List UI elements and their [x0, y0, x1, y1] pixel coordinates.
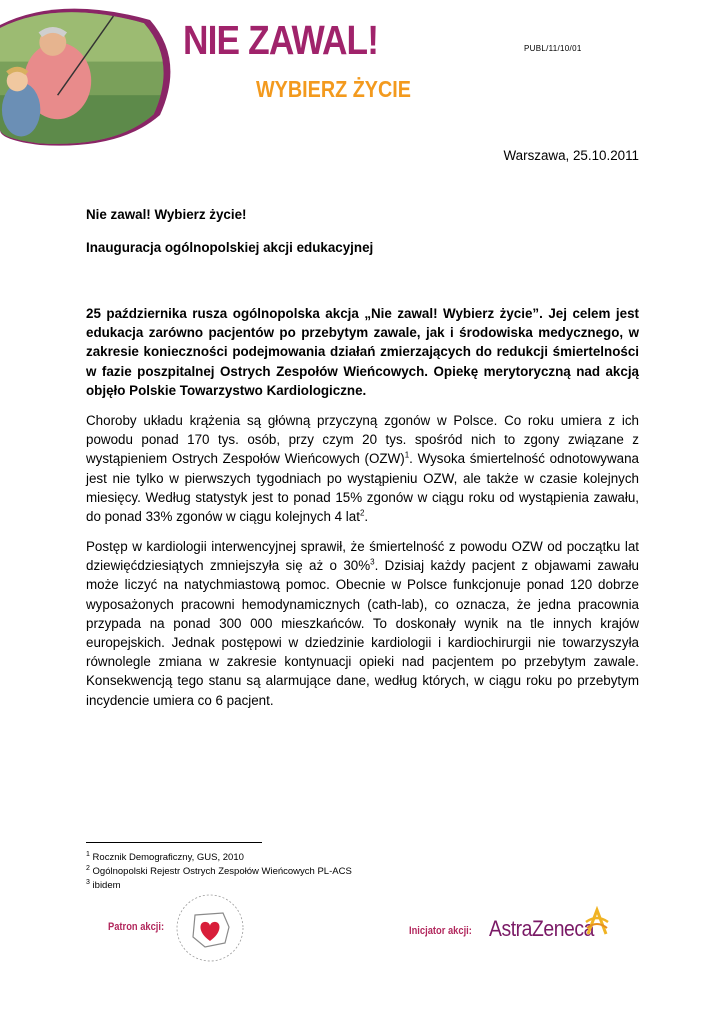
footnote-ref: 3 [370, 557, 375, 567]
footnote-number: 3 [86, 878, 90, 886]
footnote-text: Ogólnopolski Rejestr Ostrych Zespołów Wieńcowych PL-ACS [92, 866, 352, 877]
footnote-ref: 2 [359, 508, 365, 518]
astrazeneca-symbol-icon [582, 906, 612, 938]
letter-title: Nie zawal! Wybierz życie! [86, 207, 247, 222]
astrazeneca-logo: AstraZeneca [489, 916, 594, 941]
footnote-text: Rocznik Demograficzny, GUS, 2010 [92, 852, 244, 863]
footnote [86, 866, 352, 878]
footnote [86, 880, 121, 892]
body-paragraph-2 [86, 537, 639, 710]
paragraph-text: . Wysoka śmiertelność odnotowywana jest nie tylko w pierwszych tygodniach po wystąpieniu OZW, ale także w czasie kolejnych miesięcy. Według statystyk jest to ponad 15% zgonów w ciągu roku od wystąpienia zawału, do ponad 33% zgonów w ciągu kolejnych 4 lat [86, 451, 639, 525]
footnote-ref: 1 [404, 450, 410, 460]
paragraph-text: Choroby układu krążenia są główną przyczyną zgonów w Polsce. Co roku umiera z ich powodu ponad 170 tys. osób, przy czym 20 tys. spośród nich to zgony związane z wystąpieniem Ostrych Zespołów Wieńcowych (OZW) [86, 413, 639, 467]
paragraph-text: . [364, 509, 369, 525]
document-reference: PUBL/11/10/01 [524, 44, 582, 53]
footnote [86, 852, 244, 864]
footnote-text: ibidem [92, 880, 121, 891]
lead-paragraph: 25 października rusza ogólnopolska akcja „Nie zawal! Wybierz życie”. Jej celem jest edukacja zarówno pacjentów po przebytym zawale, jak i środowiska medycznego, w zakresie konieczności podejmowania działań zmierzających do redukcji śmiertelności w fazie poszpitalnej Ostrych Zespołów Wieńcowych. Opiekę merytoryczną nad akcją objęło Polskie Towarzystwo Kardiologiczne. [86, 306, 639, 398]
body-paragraph-1 [86, 411, 639, 526]
letter-date: Warszawa, 25.10.2011 [503, 148, 639, 163]
ptk-logo-icon [175, 893, 245, 963]
campaign-photo [0, 0, 175, 150]
footnote-separator [86, 842, 262, 843]
paragraph-text: . Dzisiaj każdy pacjent z objawami zawału może liczyć na natychmiastową pomoc. Obecnie w Polsce funkcjonuje ponad 120 dobrze wyposażonych pracowni hemodynamicznych (cath-lab), co oznacza, że jedna pracownia przypada na ponad 300 000 mieszkańców. To doskonały wynik na tle innych krajów europejskich. Jednak postępowi w dziedzinie kardiologii i kardiochirurgii nie towarzyszyła równolegle zmiana w zakresie kontynuacji opieki nad pacjentem po przebytym zawale. Konsekwencją tego stanu są alarmujące dane, według których, w ciągu roku po przebytym incydencie umiera co 6 pacjent. [86, 558, 640, 708]
footnote-number: 2 [86, 864, 90, 872]
letter-subtitle: Inauguracja ogólnopolskiej akcji edukacyjnej [86, 240, 374, 255]
campaign-subtitle-logo: WYBIERZ ŻYCIE [256, 76, 411, 102]
campaign-title-logo: NIE ZAWAL! [183, 17, 379, 63]
initiator-label: Inicjator akcji: [409, 925, 472, 937]
footnote-number: 1 [86, 850, 90, 858]
patron-label: Patron akcji: [108, 921, 165, 933]
paragraph-text: Postęp w kardiologii interwencyjnej sprawił, że śmiertelność z powodu OZW od początku lat dziewięćdziesiątych zmniejszyła się aż o 30% [86, 539, 639, 574]
